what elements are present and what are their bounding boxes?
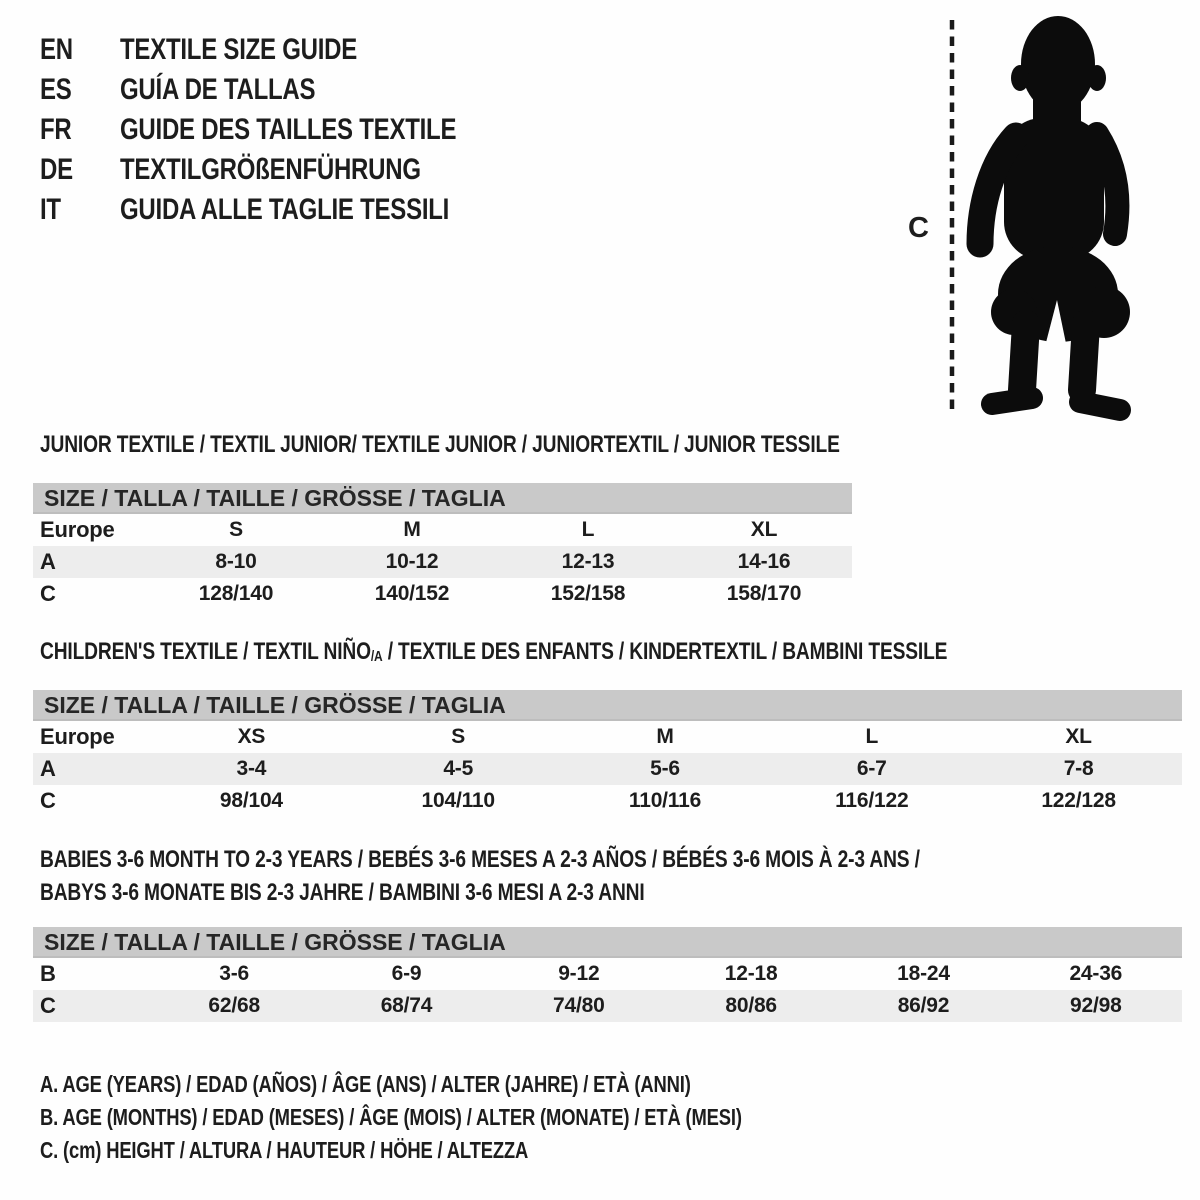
nino-a-subscript: /A <box>370 648 383 665</box>
children-size-table <box>33 690 1182 817</box>
row-label: B <box>40 961 56 986</box>
age-years-row <box>33 753 1182 785</box>
value-cell: 86/92 <box>897 994 950 1017</box>
lang-code: IT <box>40 193 61 226</box>
value-cell: 6-9 <box>391 962 422 985</box>
size-header-band: SIZE / TALLA / TAILLE / GRÖSSE / TAGLIA <box>33 690 1182 721</box>
lang-row-es <box>40 70 540 110</box>
value-cell: 6-7 <box>856 757 887 780</box>
size-cell: M <box>656 725 674 748</box>
row-label: A <box>40 549 56 574</box>
baby-silhouette-icon <box>930 12 1160 426</box>
size-cell: S <box>229 518 243 541</box>
height-cm-row <box>33 578 852 610</box>
height-cm-row <box>33 990 1182 1022</box>
value-cell: 14-16 <box>737 550 791 573</box>
value-cell: 92/98 <box>1070 994 1122 1017</box>
lang-title: GUÍA DE TALLAS <box>120 73 316 106</box>
value-cell: 3-4 <box>236 757 267 780</box>
value-cell: 152/158 <box>550 582 626 605</box>
language-title-list <box>40 30 540 230</box>
legend-footnotes <box>40 1068 917 1167</box>
babies-table-title-line1: BABIES 3-6 MONTH TO 2-3 YEARS / BEBÉS 3-6 MESES A 2-3 AÑOS / BÉBÉS 3-6 MOIS À 2-3 ANS / <box>40 846 920 873</box>
region-label: Europe <box>40 724 115 749</box>
lang-row-en <box>40 30 540 70</box>
value-cell: 74/80 <box>553 994 605 1017</box>
size-cell: S <box>451 725 466 748</box>
value-cell: 122/128 <box>1041 789 1116 812</box>
region-label: Europe <box>40 517 115 542</box>
value-cell: 128/140 <box>198 582 274 605</box>
row-label: C <box>40 788 56 813</box>
value-cell: 10-12 <box>385 550 439 573</box>
age-years-row <box>33 546 852 578</box>
value-cell: 116/122 <box>835 789 909 812</box>
value-cell: 12-18 <box>724 962 778 985</box>
value-cell: 3-6 <box>219 962 250 985</box>
value-cell: 98/104 <box>219 789 283 812</box>
value-cell: 104/110 <box>421 789 495 812</box>
size-cell: XL <box>750 518 778 541</box>
size-header-band: SIZE / TALLA / TAILLE / GRÖSSE / TAGLIA <box>33 927 1182 958</box>
value-cell: 158/170 <box>726 582 802 605</box>
size-cell: L <box>865 725 879 748</box>
value-cell: 7-8 <box>1063 757 1094 780</box>
value-cell: 24-36 <box>1069 962 1123 985</box>
row-label: C <box>40 581 56 606</box>
row-label: C <box>40 993 56 1018</box>
value-cell: 80/86 <box>725 994 777 1017</box>
value-cell: 110/116 <box>628 789 702 812</box>
height-cm-row <box>33 785 1182 817</box>
size-cell: XS <box>237 725 266 748</box>
lang-title: TEXTILE SIZE GUIDE <box>120 33 358 66</box>
lang-row-it <box>40 190 540 230</box>
lang-row-de <box>40 150 540 190</box>
size-cell: XL <box>1065 725 1092 748</box>
age-months-row <box>33 958 1182 990</box>
baby-silhouette-figure <box>930 12 1160 431</box>
babies-size-table <box>33 927 1182 1022</box>
junior-table-title: JUNIOR TEXTILE / TEXTIL JUNIOR/ TEXTILE JUNIOR / JUNIORTEXTIL / JUNIOR TESSILE <box>40 431 840 458</box>
sizes-row <box>33 514 852 546</box>
size-cell: M <box>403 518 421 541</box>
height-measure-label: C <box>908 212 929 244</box>
footnote-age-months: B. AGE (MONTHS) / EDAD (MESES) / ÂGE (MOIS) / ALTER (MONATE) / ETÀ (MESI) <box>40 1104 742 1130</box>
value-cell: 5-6 <box>650 757 680 780</box>
lang-code: FR <box>40 113 72 146</box>
lang-title: GUIDA ALLE TAGLIE TESSILI <box>120 193 450 226</box>
children-table-title: CHILDREN'S TEXTILE / TEXTIL NIÑO/A / TEXTILE DES ENFANTS / KINDERTEXTIL / BAMBINI TESSILE <box>40 638 948 665</box>
value-cell: 4-5 <box>443 757 474 780</box>
lang-title: TEXTILGRÖßENFÜHRUNG <box>120 153 421 186</box>
size-cell: L <box>581 518 595 541</box>
footnote-height-cm: C. (cm) HEIGHT / ALTURA / HAUTEUR / HÖHE / ALTEZZA <box>40 1137 529 1163</box>
lang-title: GUIDE DES TAILLES TEXTILE <box>120 113 457 146</box>
value-cell: 68/74 <box>380 994 433 1017</box>
sizes-row <box>33 721 1182 753</box>
size-header-band: SIZE / TALLA / TAILLE / GRÖSSE / TAGLIA <box>33 483 852 514</box>
lang-code: ES <box>40 73 72 106</box>
value-cell: 140/152 <box>374 582 450 605</box>
lang-code: EN <box>40 33 73 66</box>
footnote-age-years: A. AGE (YEARS) / EDAD (AÑOS) / ÂGE (ANS) / ALTER (JAHRE) / ETÀ (ANNI) <box>40 1071 691 1097</box>
value-cell: 8-10 <box>215 550 257 573</box>
row-label: A <box>40 756 56 781</box>
value-cell: 9-12 <box>558 962 600 985</box>
babies-table-title-line2: BABYS 3-6 MONATE BIS 2-3 JAHRE / BAMBINI 3-6 MESI A 2-3 ANNI <box>40 879 645 906</box>
junior-size-table <box>33 483 852 610</box>
value-cell: 18-24 <box>897 962 950 985</box>
value-cell: 12-13 <box>561 550 615 573</box>
lang-code: DE <box>40 153 73 186</box>
lang-row-fr <box>40 110 540 150</box>
value-cell: 62/68 <box>208 994 260 1017</box>
